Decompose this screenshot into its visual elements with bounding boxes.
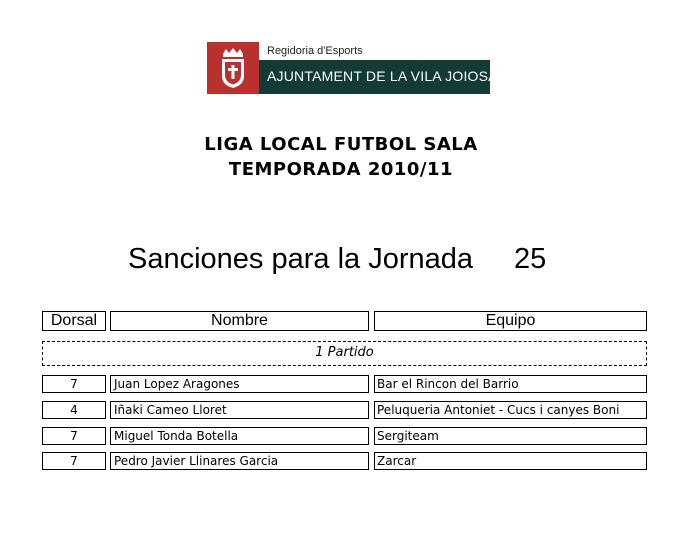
header-dorsal: Dorsal	[42, 311, 106, 331]
cell-equipo: Bar el Rincon del Barrio	[374, 375, 647, 393]
logo	[207, 42, 498, 94]
logo-band	[259, 60, 498, 94]
crest-icon	[207, 42, 259, 94]
cell-equipo: Sergiteam	[374, 427, 647, 445]
cell-dorsal: 7	[42, 427, 106, 445]
logo-subtitle: Regidoria d'Esports	[267, 45, 363, 57]
cell-dorsal: 7	[42, 375, 106, 393]
group-label: 1 Partido	[315, 345, 374, 360]
jornada-number: 25	[514, 243, 547, 275]
league-title: LIGA LOCAL FUTBOL SALA	[204, 134, 478, 155]
header-nombre: Nombre	[110, 311, 369, 331]
cell-equipo: Zarcar	[374, 452, 647, 470]
cell-dorsal: 4	[42, 401, 106, 419]
season-title: TEMPORADA 2010/11	[228, 159, 454, 180]
sanctions-heading: Sanciones para la Jornada	[128, 243, 474, 275]
cell-dorsal: 7	[42, 452, 106, 470]
header-equipo: Equipo	[374, 311, 647, 331]
group-right-border	[646, 341, 647, 366]
cell-nombre: Iñaki Cameo Lloret	[110, 401, 369, 419]
cell-equipo: Peluqueria Antoniet - Cucs i canyes Boni	[374, 401, 647, 419]
cell-nombre: Juan Lopez Aragones	[110, 375, 369, 393]
cell-nombre: Miguel Tonda Botella	[110, 427, 369, 445]
logo-name: AJUNTAMENT DE LA VILA JOIOSA	[267, 68, 498, 84]
group-row	[42, 341, 647, 366]
group-left-border	[42, 341, 43, 366]
cell-nombre: Pedro Javier Llinares Garcia	[110, 452, 369, 470]
